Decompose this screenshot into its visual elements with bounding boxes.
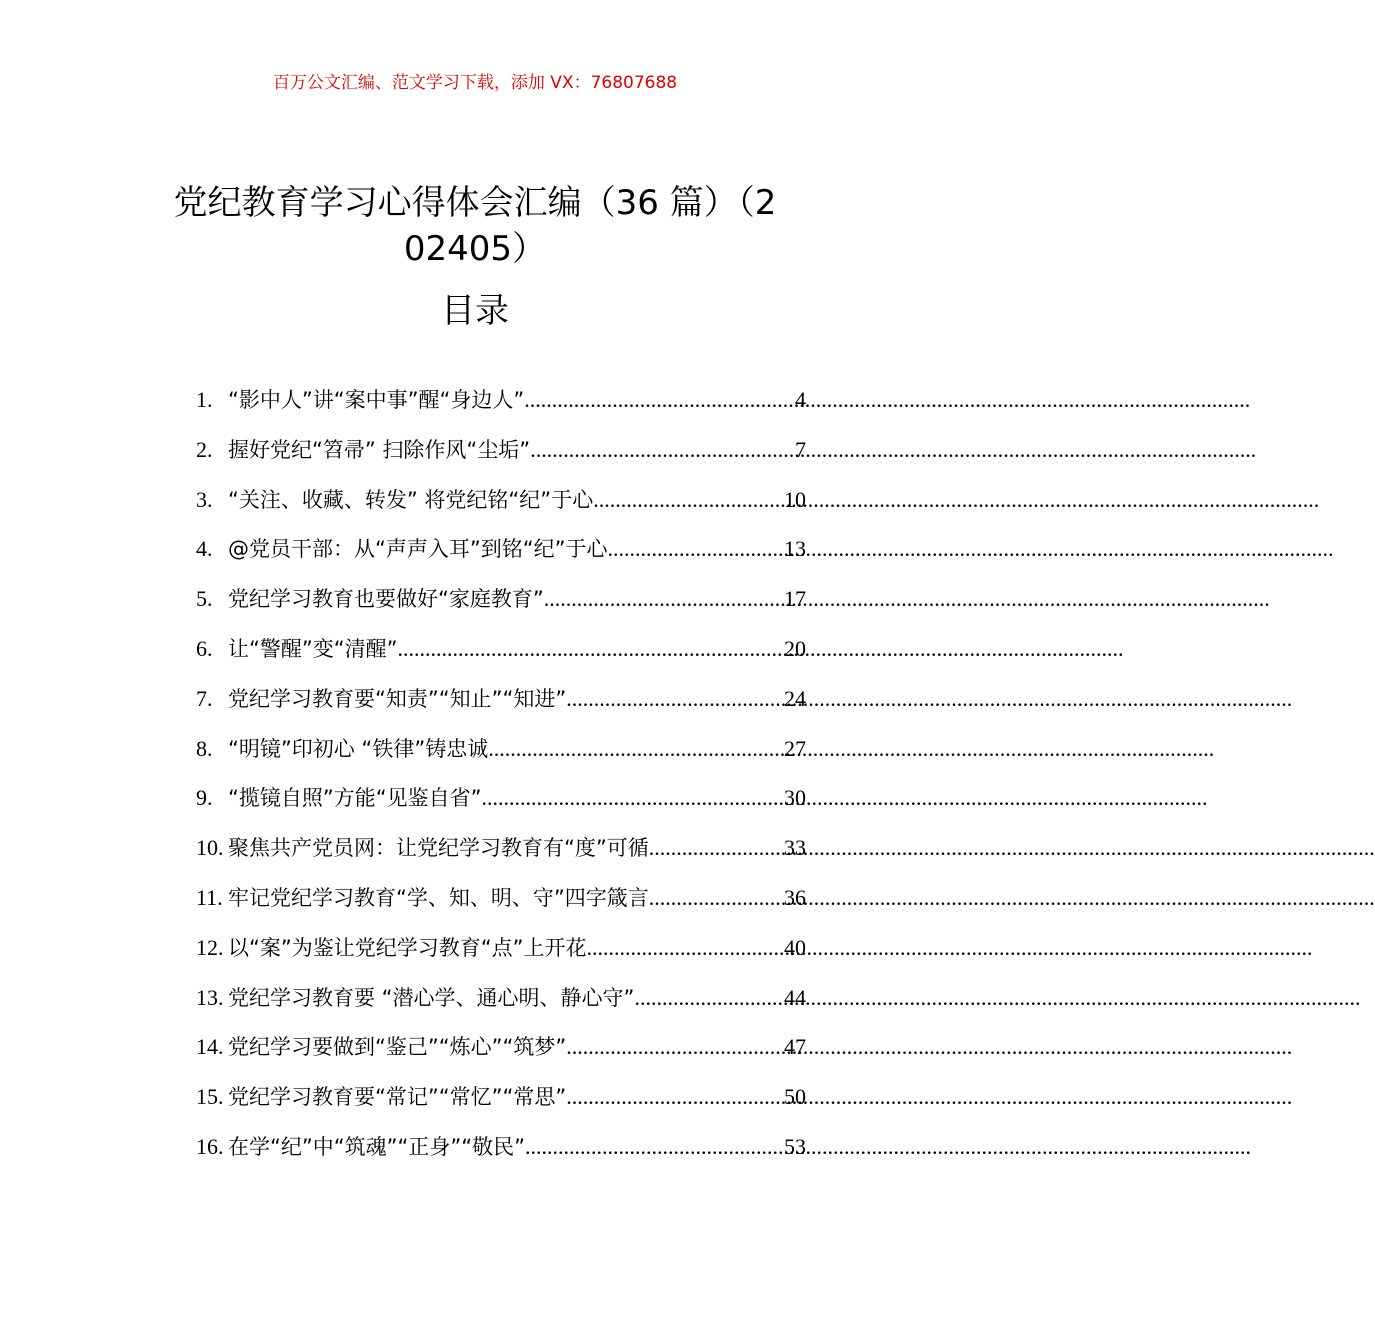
toc-item-leader [566,1084,784,1110]
toc-item-number: 14. [196,1034,224,1060]
toc-item-title: “关注、收藏、转发” 将党纪铭“纪”于心 [228,487,594,512]
toc-item[interactable] [196,384,806,434]
toc-item-title: 握好党纪“笤帚” 扫除作风“尘垢” [228,437,531,462]
toc-item[interactable] [196,1131,806,1181]
toc-item-page: 20 [784,635,806,661]
toc-item[interactable] [196,484,806,534]
toc-item[interactable] [196,882,806,932]
toc-item-title: 党纪学习要做到“鉴己”“炼心”“筑梦” [228,1035,567,1060]
toc-item-title: 让“警醒”变“清醒” [228,636,398,661]
toc-item[interactable] [196,932,806,982]
toc-item-leader [398,636,784,662]
toc-item-title: 党纪学习教育要 “潜心学、通心明、静心守” [228,985,635,1010]
toc-item[interactable] [196,1081,806,1131]
toc-item-leader [593,487,784,513]
toc-item-number: 2. [196,436,213,462]
toc-item-leader [524,387,795,413]
toc-item-page: 44 [784,984,806,1010]
toc-item-page: 24 [784,685,806,711]
document-title-line-2: 02405） [403,229,547,269]
toc-item-number: 13. [196,984,224,1010]
toc-item[interactable] [196,434,806,484]
document-title-line-1: 党纪教育学习心得体会汇编（36 篇）（2 [173,183,777,223]
toc-item-leader [488,736,784,762]
toc-item-number: 10. [196,835,224,861]
toc-item-title: “明镜”印初心 “铁律”铸忠诚 [228,736,489,761]
toc-item-title: 聚焦共产党员网：让党纪学习教育有“度”可循 [228,836,649,861]
toc-item-leader [525,1134,784,1160]
toc-item-leader [587,935,784,961]
toc-item-leader [544,586,784,612]
toc-item-number: 3. [196,486,213,512]
toc-item-number: 11. [196,884,223,910]
toc-heading: 目录 [441,291,509,331]
toc-item-page: 13 [784,536,806,562]
toc-item[interactable] [196,633,806,683]
toc-item-leader [482,785,784,811]
toc-item[interactable] [196,683,806,733]
toc-item[interactable] [196,1031,806,1081]
toc-item-leader [634,985,784,1011]
toc-item-title: 以“案”为鉴让党纪学习教育“点”上开花 [228,935,587,960]
toc-item-number: 12. [196,934,224,960]
toc-list [196,384,806,1181]
toc-item-leader [530,437,795,463]
toc-item-page: 50 [784,1084,806,1110]
toc-item-number: 9. [196,785,213,811]
toc-item-title: @党员干部：从“声声入耳”到铭“纪”于心 [228,537,608,562]
toc-item-page: 33 [784,835,806,861]
toc-item-page: 36 [784,884,806,910]
toc-item-title: 党纪学习教育也要做好“家庭教育” [228,587,544,612]
toc-item-leader [608,536,784,562]
header-banner: 百万公文汇编、范文学习下载，添加 VX：76807688 [272,73,678,93]
toc-item-page: 17 [784,586,806,612]
toc-item[interactable] [196,533,806,583]
toc-item-page: 53 [784,1133,806,1159]
toc-item-number: 5. [196,586,213,612]
toc-item-page: 27 [784,735,806,761]
toc-item[interactable] [196,733,806,783]
toc-item-leader [649,835,784,861]
toc-item-title: 党纪学习教育要“常记”“常忆”“常思” [228,1085,567,1110]
toc-item-leader [566,686,784,712]
toc-item-leader [566,1034,784,1060]
toc-item-leader [649,885,784,911]
document-title [140,180,810,272]
toc-item-page: 10 [784,486,806,512]
toc-item-number: 7. [196,685,213,711]
toc-item-page: 30 [784,785,806,811]
toc-item-page: 40 [784,934,806,960]
toc-item-number: 15. [196,1084,224,1110]
toc-item-number: 16. [196,1133,224,1159]
toc-item[interactable] [196,982,806,1032]
toc-item[interactable] [196,782,806,832]
toc-item-title: 牢记党纪学习教育“学、知、明、守”四字箴言 [228,885,649,910]
toc-item-number: 1. [196,387,213,412]
toc-item-title: 党纪学习教育要“知责”“知止”“知进” [228,686,567,711]
toc-item-page: 47 [784,1034,806,1060]
toc-item-page: 4 [795,387,806,412]
toc-item-number: 4. [196,536,213,562]
toc-item-number: 6. [196,635,213,661]
toc-item-title: 在学“纪”中“筑魂”“正身”“敬民” [228,1134,526,1159]
toc-item-title: “影中人”讲“案中事”醒“身边人” [228,388,525,412]
toc-item-title: “揽镜自照”方能“见鉴自省” [228,786,482,811]
toc-item[interactable] [196,832,806,882]
toc-item-number: 8. [196,735,213,761]
toc-item[interactable] [196,583,806,633]
toc-item-page: 7 [795,436,806,462]
